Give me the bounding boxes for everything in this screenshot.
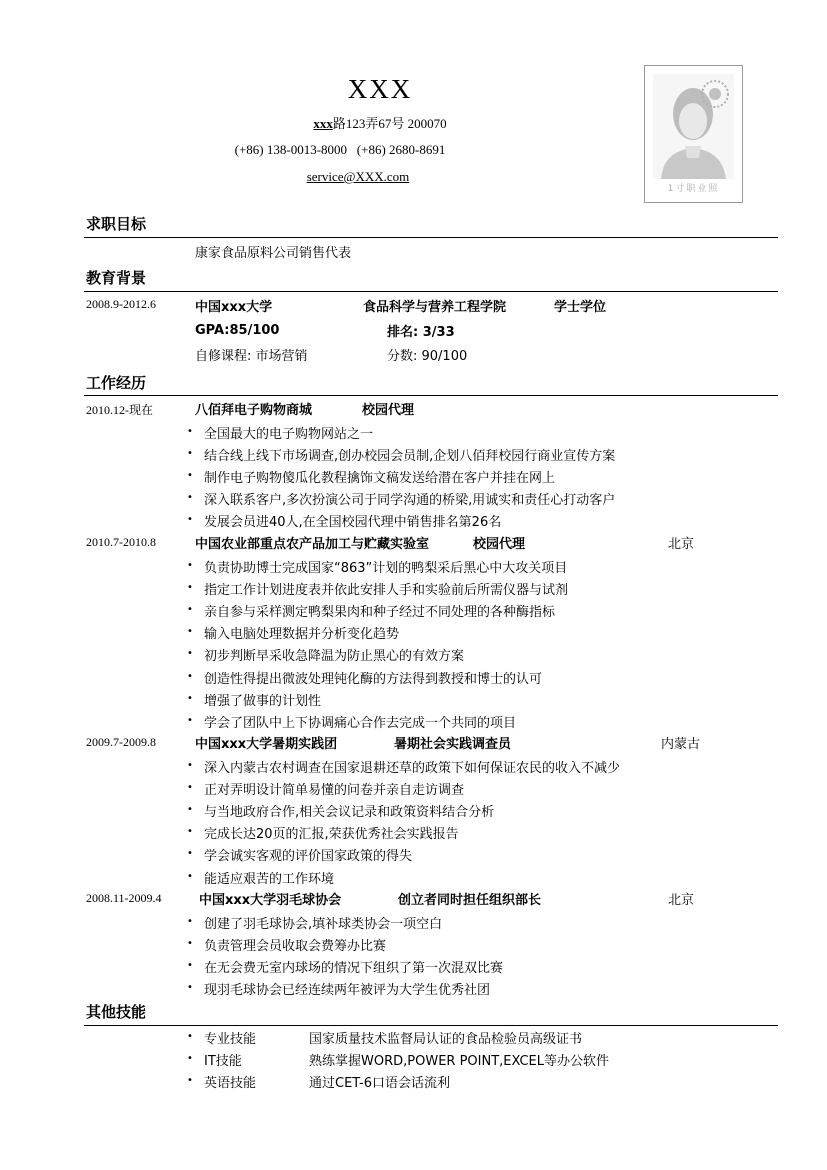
job-organization: 八佰拜电子购物商城 (195, 403, 313, 418)
bullet-icon: • (187, 582, 193, 594)
education-school: 中国xxx大学 (195, 300, 273, 315)
skill-value: 熟练掌握WORD,POWER POINT,EXCEL等办公软件 (309, 1054, 609, 1069)
bullet-icon: • (187, 960, 193, 972)
job-detail-item: 指定工作计划进度表并依此安排人手和实验前后所需仪器与试剂 (204, 583, 569, 599)
section-divider (84, 237, 778, 238)
job-detail-item: 发展会员进40人,在全国校园代理中销售排名第26名 (204, 515, 502, 531)
job-date: 2008.11-2009.4 (86, 891, 162, 905)
education-course: 自修课程: 市场营销 (195, 349, 308, 364)
job-detail-item: 学会了团队中上下协调痛心合作去完成一个共同的项目 (204, 715, 517, 731)
bullet-icon: • (187, 982, 193, 994)
photo-caption: 1寸职业照 (667, 184, 720, 194)
job-detail-item: 在无会费无室内球场的情况下组织了第一次混双比赛 (204, 961, 504, 977)
job-date: 2010.12-现在 (86, 403, 153, 417)
phone-numbers: (+86) 138-0013-8000 (+86) 2680-8691 (234, 142, 446, 157)
job-location: 北京 (668, 537, 695, 552)
bullet-icon: • (187, 604, 193, 616)
job-detail-item: 与当地政府合作,相关会议记录和政策资料结合分析 (204, 805, 495, 821)
job-detail-item: 能适应艰苦的工作环境 (204, 871, 335, 887)
job-detail-item: 创建了羽毛球协会,填补球类协会一项空白 (204, 917, 443, 932)
education-degree: 学士学位 (554, 300, 607, 315)
section-divider (84, 395, 778, 396)
job-detail-item: 创造性得提出微波处理钝化酶的方法得到教授和博士的认可 (204, 671, 543, 687)
job-detail-item: 深入内蒙古农村调查在国家退耕还草的政策下如何保证农民的收入不减少 (204, 761, 621, 776)
bullet-icon: • (187, 848, 193, 860)
job-role: 校园代理 (362, 403, 415, 418)
job-role: 校园代理 (473, 537, 526, 552)
job-detail-item: 现羽毛球协会已经连续两年被评为大学生优秀社团 (204, 983, 491, 999)
job-role: 暑期社会实践调查员 (394, 737, 512, 752)
education-rank: 排名: 3/33 (387, 325, 455, 340)
bullet-icon: • (187, 626, 193, 638)
skill-value: 国家质量技术监督局认证的食品检验员高级证书 (309, 1032, 583, 1047)
job-detail-item: 增强了做事的计划性 (204, 693, 322, 709)
objective-text: 康家食品原料公司销售代表 (195, 246, 352, 261)
address-street: xxx (313, 116, 333, 131)
section-title-education: 教育背景 (86, 269, 147, 287)
bullet-icon: • (187, 492, 193, 504)
resume-name: XXX (347, 74, 413, 104)
education-college: 食品科学与营养工程学院 (363, 300, 507, 315)
section-title-objective: 求职目标 (86, 215, 147, 233)
bullet-icon: • (187, 1075, 193, 1086)
job-organization: 中国农业部重点农产品加工与贮藏实验室 (195, 537, 430, 552)
section-divider (84, 291, 778, 292)
bullet-icon: • (187, 426, 193, 437)
skill-label: 英语技能 (204, 1076, 257, 1091)
skill-value: 通过CET-6口语会话流利 (309, 1076, 451, 1091)
email-link[interactable]: service@XXX.com (306, 169, 410, 184)
bullet-icon: • (187, 448, 193, 460)
job-detail-item: 深入联系客户,多次扮演公司于同学沟通的桥梁,用诚实和责任心打动客户 (204, 493, 616, 509)
bullet-icon: • (187, 514, 193, 526)
section-divider (84, 1025, 778, 1026)
bullet-icon: • (187, 692, 193, 704)
job-detail-item: 初步判断早采收急降温为防止黑心的有效方案 (204, 649, 465, 665)
section-title-work: 工作经历 (86, 374, 147, 392)
job-detail-item: 输入电脑处理数据并分析变化趋势 (204, 627, 400, 643)
bullet-icon: • (187, 1053, 193, 1064)
bullet-icon: • (187, 1031, 193, 1042)
job-detail-item: 负责管理会员收取会费筹办比赛 (204, 939, 387, 955)
job-role: 创立者同时担任组织部长 (398, 893, 542, 908)
bullet-icon: • (187, 760, 193, 771)
job-detail-item: 正对弄明设计简单易懂的问卷并亲自走访调查 (204, 783, 465, 799)
job-organization: 中国xxx大学暑期实践团 (195, 737, 338, 752)
education-date: 2008.9-2012.6 (86, 297, 156, 311)
bullet-icon: • (187, 648, 193, 660)
job-organization: 中国xxx大学羽毛球协会 (199, 893, 342, 908)
address-rest: 路123弄67号 200070 (332, 116, 447, 131)
bullet-icon: • (187, 938, 193, 950)
section-title-skills: 其他技能 (86, 1003, 147, 1021)
bullet-icon: • (187, 870, 193, 882)
job-detail-item: 负责协助博士完成国家“863”计划的鸭梨采后黑心中大攻关项目 (204, 561, 568, 576)
education-score: 分数: 90/100 (387, 349, 468, 364)
profile-photo (644, 65, 743, 203)
job-detail-item: 亲自参与采样测定鸭梨果肉和种子经过不同处理的各种酶指标 (204, 605, 556, 621)
job-location: 内蒙古 (661, 737, 701, 752)
bullet-icon: • (187, 470, 193, 482)
job-detail-item: 学会诚实客观的评价国家政策的得失 (204, 849, 413, 865)
bullet-icon: • (187, 670, 193, 682)
job-detail-item: 全国最大的电子购物网站之一 (204, 427, 374, 442)
bullet-icon: • (187, 714, 193, 726)
skill-label: 专业技能 (204, 1032, 257, 1047)
bullet-icon: • (187, 916, 193, 927)
education-gpa: GPA:85/100 (195, 323, 280, 338)
job-detail-item: 结合线上线下市场调查,创办校园会员制,企划八佰拜校园行商业宣传方案 (204, 449, 616, 465)
job-date: 2009.7-2009.8 (86, 735, 156, 749)
job-date: 2010.7-2010.8 (86, 535, 156, 549)
bullet-icon: • (187, 804, 193, 816)
job-detail-item: 完成长达20页的汇报,荣获优秀社会实践报告 (204, 827, 459, 843)
job-location: 北京 (668, 893, 695, 908)
bullet-icon: • (187, 782, 193, 794)
bullet-icon: • (187, 560, 193, 571)
bullet-icon: • (187, 826, 193, 838)
job-detail-item: 制作电子购物傻瓜化教程擒饰文稿发送给潜在客户并挂在网上 (204, 471, 556, 487)
skill-label: IT技能 (204, 1054, 242, 1069)
